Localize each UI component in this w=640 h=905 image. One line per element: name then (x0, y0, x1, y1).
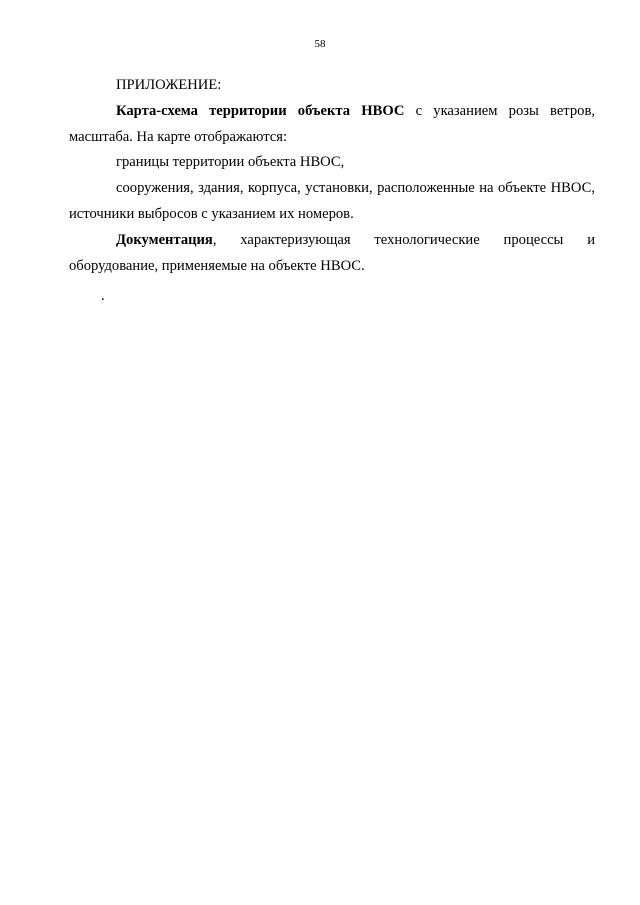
documentation-item-text: , характеризующая технологические процессы и оборудование, применяемые на объекте НВОС. (69, 231, 595, 274)
document-body (69, 73, 595, 279)
map-subitem-boundaries: границы территории объекта НВОС, (116, 154, 345, 171)
documentation-item-paragraph (69, 228, 595, 280)
map-subitem-structures: сооружения, здания, корпуса, установки, расположенные на объекте НВОС, источники выбросов с указанием их номеров. (69, 180, 595, 222)
map-item-text: с указанием розы ветров, масштаба. На карте отображаются: (69, 102, 595, 145)
documentation-item-title: Документация (116, 231, 213, 248)
appendix-heading: ПРИЛОЖЕНИЕ: (116, 77, 222, 93)
trailing-mark: . (101, 288, 105, 304)
map-item-title: Карта-схема территории объекта НВОС (116, 102, 405, 119)
page-number: 58 (314, 38, 326, 50)
map-item-paragraph (69, 99, 595, 151)
